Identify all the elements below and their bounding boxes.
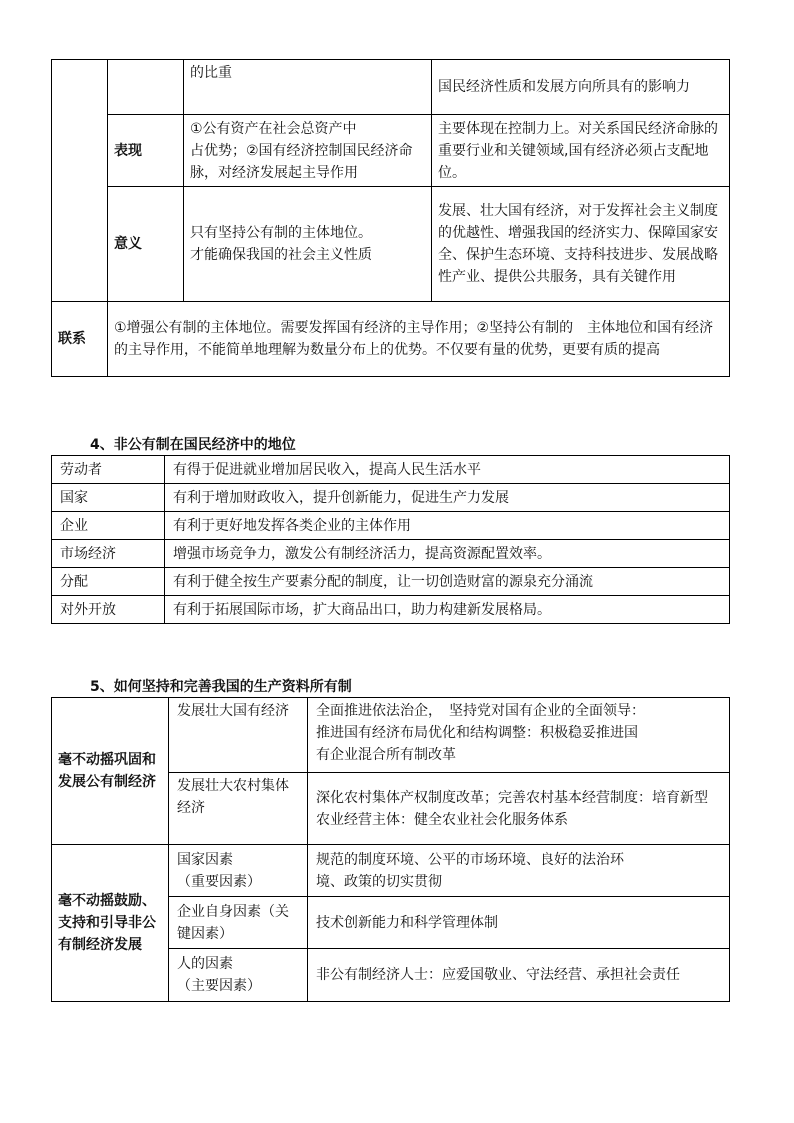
table-cell: 规范的制度环境、公平的市场环境、良好的法治环 境、政策的切实贯彻 bbox=[308, 845, 730, 897]
table-row bbox=[52, 845, 730, 897]
table-row bbox=[52, 596, 730, 624]
table-row bbox=[52, 568, 730, 596]
table-cell: 技术创新能力和科学管理体制 bbox=[308, 897, 730, 949]
table-cell: 的比重 bbox=[184, 60, 432, 115]
table-cell: 主要体现在控制力上。对关系国民经济命脉的重要行业和关键领域,国有经济必须占支配地位。 bbox=[432, 115, 730, 187]
table-cell: 有利于更好地发挥各类企业的主体作用 bbox=[165, 512, 730, 540]
table-cell-label: 表现 bbox=[108, 115, 184, 187]
table-cell-label: 劳动者 bbox=[52, 456, 165, 484]
table-cell-sub: 企业自身因素（关键因素） bbox=[169, 897, 308, 949]
table-cell: 只有坚持公有制的主体地位。 才能确保我国的社会主义性质 bbox=[184, 187, 432, 302]
ownership-comparison-table bbox=[51, 59, 730, 377]
table-cell-sub: 人的因素 （主要因素） bbox=[169, 949, 308, 1002]
table-cell: 非公有制经济人士：应爱国敬业、守法经营、承担社会责任 bbox=[308, 949, 730, 1002]
table-cell-label: 意义 bbox=[108, 187, 184, 302]
table-cell: 有利于拓展国际市场，扩大商品出口，助力构建新发展格局。 bbox=[165, 596, 730, 624]
table-cell: 增强市场竞争力，激发公有制经济活力，提高资源配置效率。 bbox=[165, 540, 730, 568]
table-cell-label: 企业 bbox=[52, 512, 165, 540]
non-public-economy-table bbox=[51, 455, 730, 624]
table-cell-empty bbox=[52, 60, 108, 302]
table-cell-label: 对外开放 bbox=[52, 596, 165, 624]
table-row bbox=[52, 302, 730, 377]
table-row bbox=[52, 512, 730, 540]
table-cell-sub: 国家因素 （重要因素） bbox=[169, 845, 308, 897]
table-cell: 国民经济性质和发展方向所具有的影响力 bbox=[432, 60, 730, 115]
ownership-system-table bbox=[51, 697, 730, 1002]
table-cell-label: 分配 bbox=[52, 568, 165, 596]
table-cell-label: 市场经济 bbox=[52, 540, 165, 568]
table-row bbox=[52, 456, 730, 484]
section-heading: 4、非公有制在国民经济中的地位 bbox=[90, 437, 296, 453]
table-row bbox=[52, 115, 730, 187]
table-cell-sub: 发展壮大国有经济 bbox=[169, 698, 308, 773]
table-row bbox=[52, 60, 730, 115]
table-row bbox=[52, 187, 730, 302]
table-cell: 有利于增加财政收入，提升创新能力，促进生产力发展 bbox=[165, 484, 730, 512]
table-cell: 发展、壮大国有经济，对于发挥社会主义制度的优越性、增强我国的经济实力、保障国家安全、保护生态环境、支持科技进步、发展战略性产业、提供公共服务，具有关键作用 bbox=[432, 187, 730, 302]
table-cell: 有利于健全按生产要素分配的制度，让一切创造财富的源泉充分涌流 bbox=[165, 568, 730, 596]
table-cell: ①增强公有制的主体地位。需要发挥国有经济的主导作用；②坚持公有制的 主体地位和国有经济的主导作用，不能简单地理解为数量分布上的优势。不仅要有量的优势，更要有质的提高 bbox=[108, 302, 730, 377]
table-cell: 有得于促进就业增加居民收入，提高人民生活水平 bbox=[165, 456, 730, 484]
table-row bbox=[52, 540, 730, 568]
table-cell-sub: 发展壮大农村集体经济 bbox=[169, 773, 308, 845]
table-cell-label bbox=[108, 60, 184, 115]
group-label: 毫不动摇鼓励、支持和引导非公有制经济发展 bbox=[52, 845, 169, 1002]
table-row bbox=[52, 484, 730, 512]
section-heading: 5、如何坚持和完善我国的生产资料所有制 bbox=[90, 679, 352, 695]
table-cell-label: 联系 bbox=[52, 302, 108, 377]
table-cell: 深化农村集体产权制度改革；完善农村基本经营制度：培育新型农业经营主体：健全农业社会化服务体系 bbox=[308, 773, 730, 845]
table-cell: 全面推进依法治企， 坚持党对国有企业的全面领导： 推进国有经济布局优化和结构调整：积极稳妥推进国 有企业混合所有制改革 bbox=[308, 698, 730, 773]
table-cell-label: 国家 bbox=[52, 484, 165, 512]
table-cell: ①公有资产在社会总资产中 占优势；②国有经济控制国民经济命脉，对经济发展起主导作用 bbox=[184, 115, 432, 187]
group-label: 毫不动摇巩固和发展公有制经济 bbox=[52, 698, 169, 845]
table-row bbox=[52, 698, 730, 773]
